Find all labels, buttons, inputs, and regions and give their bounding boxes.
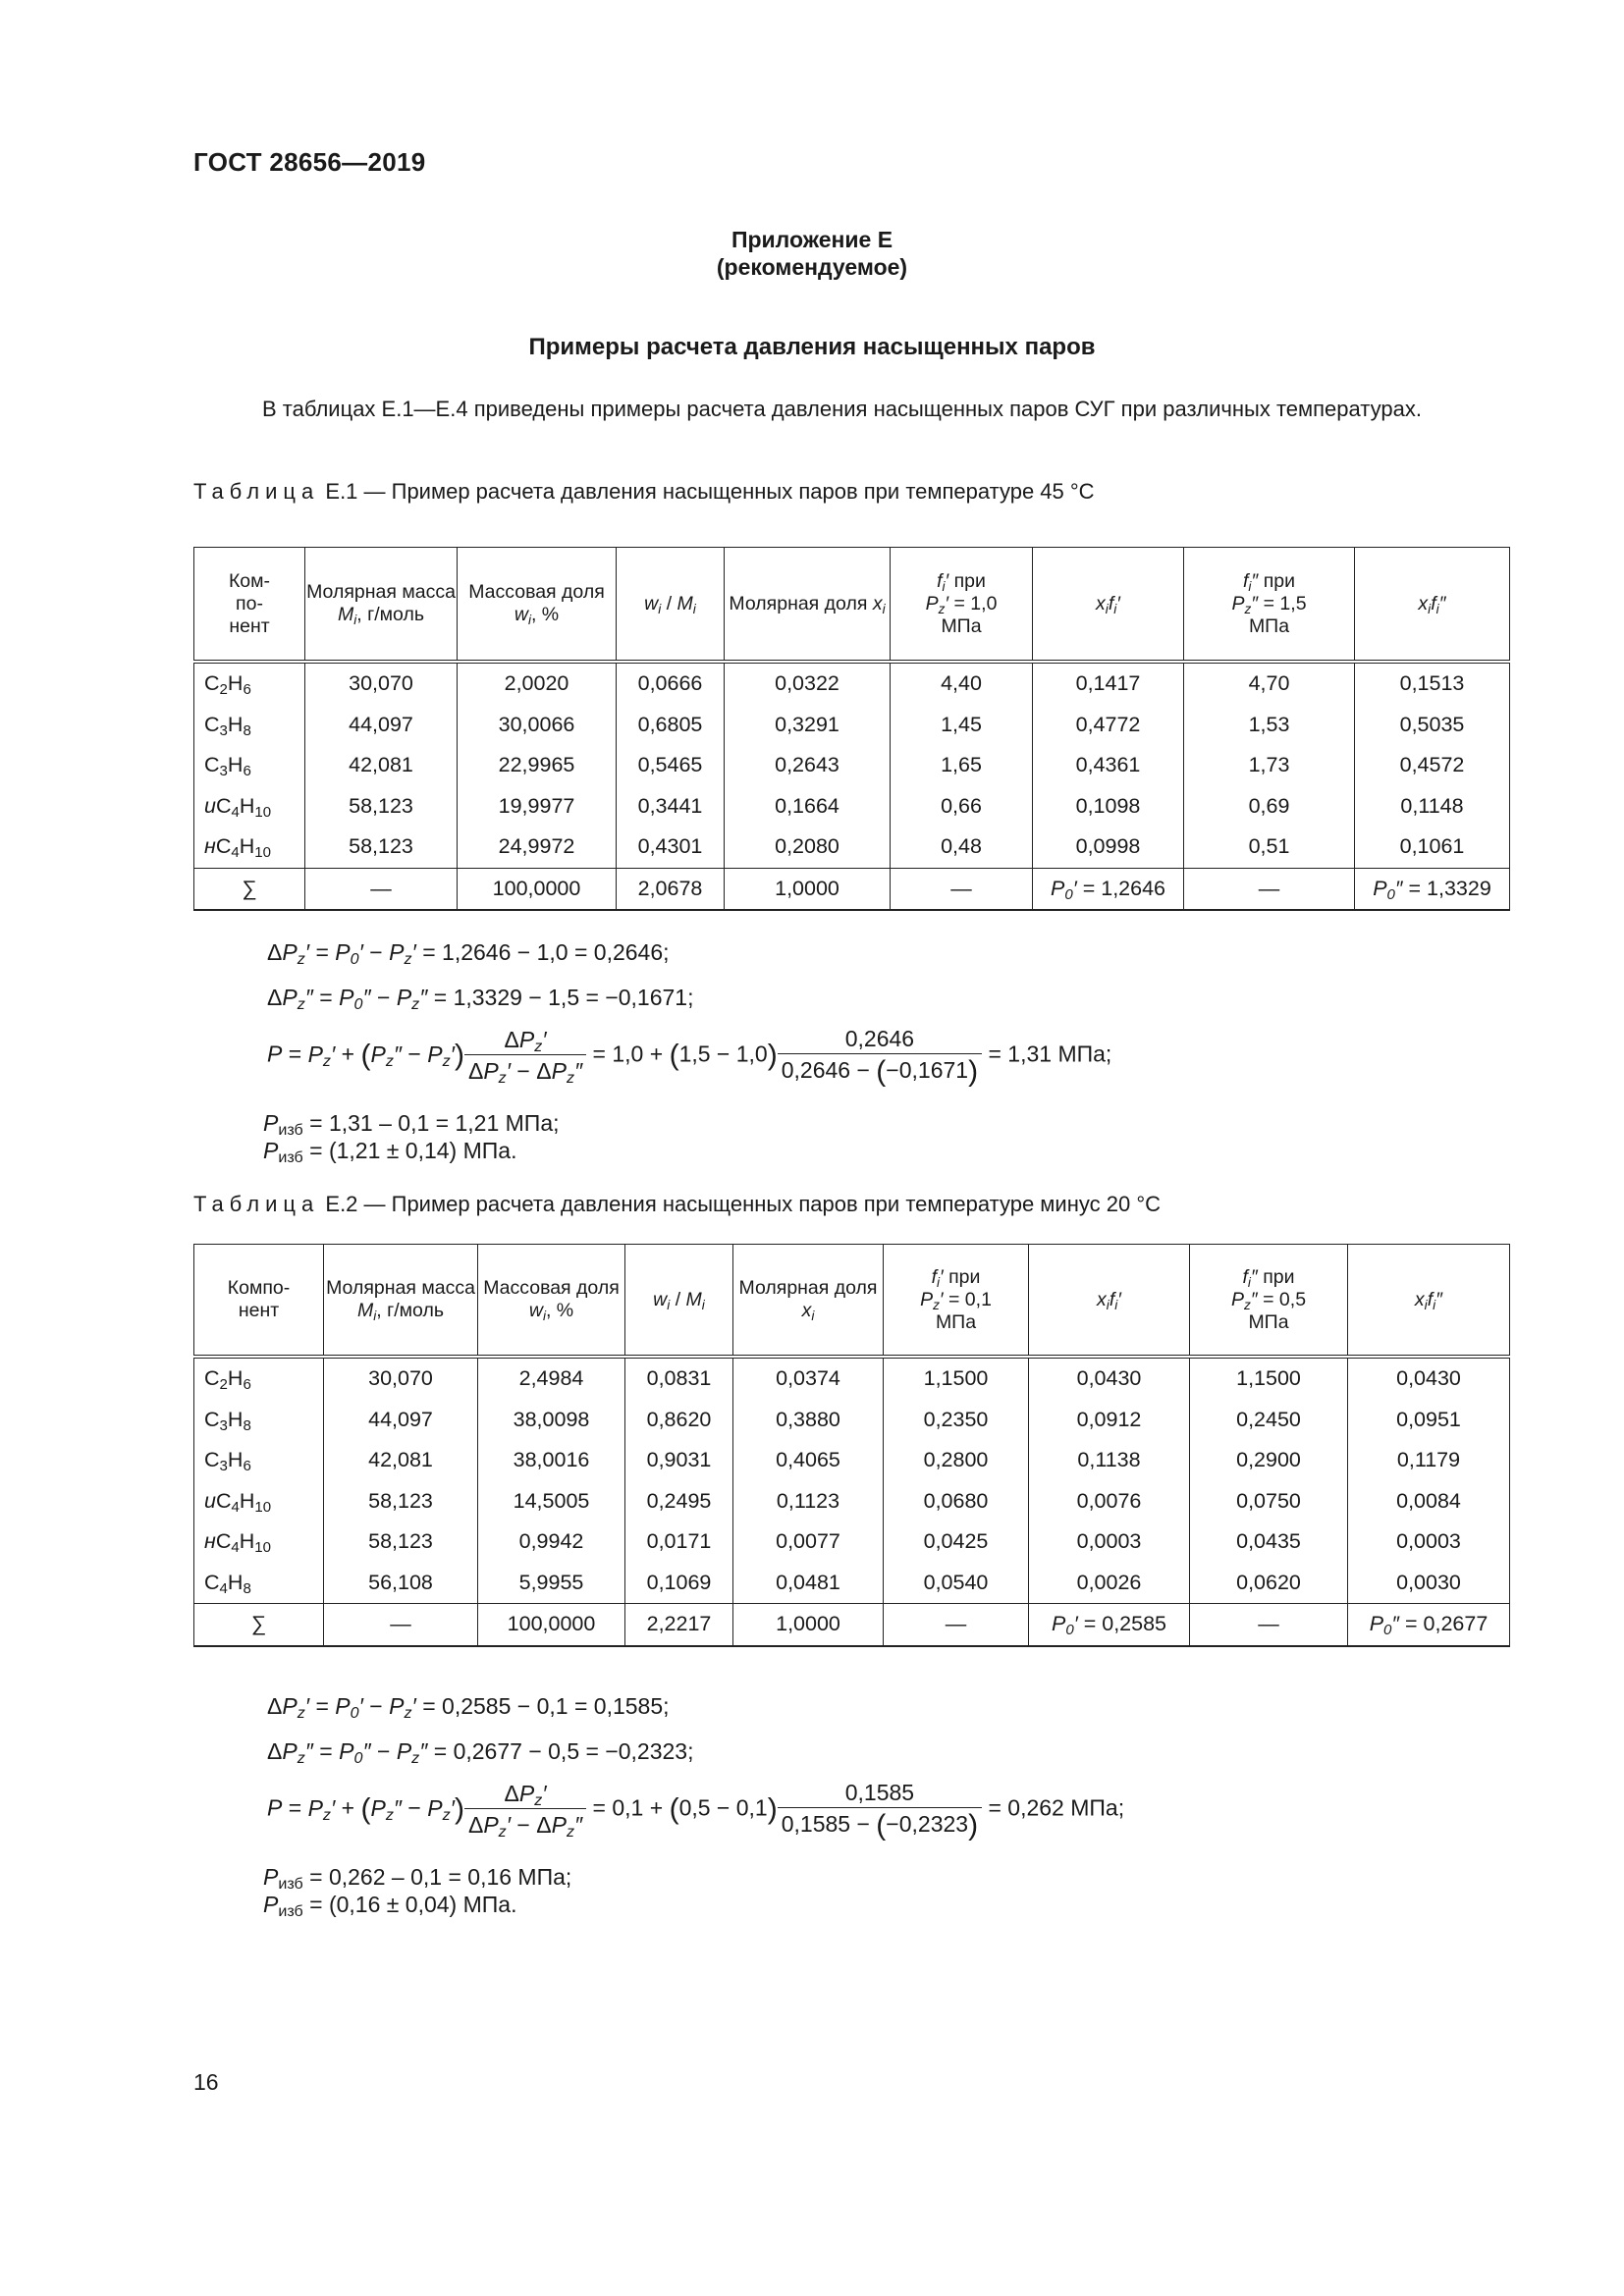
cell-component: $C_3H_6$ <box>194 745 305 786</box>
table-row <box>194 827 1510 868</box>
table-row <box>194 662 1510 705</box>
cell: 1,53 <box>1184 705 1355 746</box>
cell: 0,1417 <box>1033 662 1184 705</box>
cell-component: $иC_4H_{10}$ <box>194 786 305 828</box>
th-mass-share-a: Массовая доля <box>483 1277 620 1299</box>
cell: 1,1500 <box>1190 1357 1348 1400</box>
cell: 0,6805 <box>617 705 725 746</box>
cell-component: $иC_4H_{10}$ <box>194 1481 324 1522</box>
cell: 0,2495 <box>625 1481 733 1522</box>
cell: 0,2350 <box>884 1400 1029 1441</box>
cell: 1,1500 <box>884 1357 1029 1400</box>
cell: 0,2643 <box>725 745 891 786</box>
cell-component: $нC_4H_{10}$ <box>194 827 305 868</box>
cell: 58,123 <box>324 1481 478 1522</box>
th-mass-share: Массовая доля $w_i$, % <box>458 548 617 663</box>
cell: 0,0750 <box>1190 1481 1348 1522</box>
th-molar-share-text: Молярная доля <box>738 1277 878 1299</box>
calc1-line2: $\Delta P_z'' = P_0'' - P_z'' = 1,3329 - 1,5 = -0,1671$; <box>267 985 694 1013</box>
th-molar-mass-a: Молярная масса <box>306 581 456 603</box>
table-row <box>194 705 1510 746</box>
table2-header-row <box>194 1245 1510 1358</box>
cell: 0,0003 <box>1348 1522 1510 1563</box>
th-fi1-word: при <box>943 1265 981 1288</box>
cell: 2,0678 <box>617 868 725 910</box>
cell: 0,8620 <box>625 1400 733 1441</box>
cell: 1,73 <box>1184 745 1355 786</box>
calc1-izb2: $P_{изб} = (1,21 \pm 0,14)$ МПа. <box>263 1138 517 1166</box>
cell: — <box>1190 1604 1348 1646</box>
calc2-izb2: $P_{изб} = (0,16 \pm 0,04)$ МПа. <box>263 1892 517 1920</box>
cell: 22,9965 <box>458 745 617 786</box>
cell: 0,0076 <box>1029 1481 1190 1522</box>
cell: 0,0003 <box>1029 1522 1190 1563</box>
calc2-izb1: $P_{изб} = 0,262 - 0,1 = 0,16$ МПа; <box>263 1864 572 1893</box>
th-molar-mass-a: Молярная масса <box>326 1277 475 1299</box>
cell: 0,0481 <box>733 1563 884 1604</box>
section-title: Примеры расчета давления насыщенных паров <box>528 334 1096 360</box>
th-mass-share-b: , % <box>530 604 560 625</box>
cell: 0,3880 <box>733 1400 884 1441</box>
th-molar-mass-b: , г/моль <box>376 1300 444 1321</box>
cell: 0,1098 <box>1033 786 1184 828</box>
cell: 4,40 <box>891 662 1033 705</box>
table1 <box>193 547 1510 911</box>
cell: 44,097 <box>324 1400 478 1441</box>
cell: 0,4361 <box>1033 745 1184 786</box>
sum-symbol: ∑ <box>194 1604 324 1646</box>
cell: 0,4065 <box>733 1440 884 1481</box>
cell: 0,0912 <box>1029 1400 1190 1441</box>
cell: 0,0951 <box>1348 1400 1510 1441</box>
cell: 58,123 <box>305 827 458 868</box>
cell-component: $C_3H_6$ <box>194 1440 324 1481</box>
cell: — <box>884 1604 1029 1646</box>
cell: 0,2800 <box>884 1440 1029 1481</box>
intro-paragraph: В таблицах Е.1—Е.4 приведены примеры расчета давления насыщенных паров СУГ при различных температурах. <box>262 397 1422 421</box>
th-molar-share: Молярная доля $x_i$ <box>725 548 891 663</box>
cell: 0,3441 <box>617 786 725 828</box>
table2-caption-text: Е.2 — Пример расчета давления насыщенных паров при температуре минус 20 °С <box>325 1192 1161 1216</box>
th-fi1-cond: = 1,0 <box>948 592 998 614</box>
th-component-text: Ком- по- нент <box>228 569 271 637</box>
table2-sum-row <box>194 1604 1510 1646</box>
cell: 0,0620 <box>1190 1563 1348 1604</box>
cell: 14,5005 <box>478 1481 625 1522</box>
cell: 0,2450 <box>1190 1400 1348 1441</box>
cell: 56,108 <box>324 1563 478 1604</box>
cell: 0,1664 <box>725 786 891 828</box>
cell: 2,2217 <box>625 1604 733 1646</box>
th-fi2-unit: МПа <box>1248 614 1290 637</box>
table-row <box>194 1563 1510 1604</box>
table-row <box>194 1357 1510 1400</box>
cell: 0,2900 <box>1190 1440 1348 1481</box>
calc2-line1: $\Delta P_z' = P_0' - P_z' = 0,2585 - 0,1 = 0,1585$; <box>267 1693 670 1722</box>
table1-caption-label: Таблица <box>193 479 320 504</box>
cell: 0,1148 <box>1355 786 1510 828</box>
cell: 5,9955 <box>478 1563 625 1604</box>
th-w-over-m: $w_i / M_i$ <box>625 1245 733 1358</box>
cell: 0,9942 <box>478 1522 625 1563</box>
cell: 4,70 <box>1184 662 1355 705</box>
cell: 30,070 <box>324 1357 478 1400</box>
cell: 0,1061 <box>1355 827 1510 868</box>
th-fi2-word: при <box>1258 569 1296 592</box>
cell: 0,4572 <box>1355 745 1510 786</box>
table1-sum-row <box>194 868 1510 910</box>
calc2-line2: $\Delta P_z'' = P_0'' - P_z'' = 0,2677 - 0,5 = -0,2323$; <box>267 1738 694 1767</box>
th-fi1: $f_i'$ при $P_z' = 0,1$ МПа <box>884 1245 1029 1358</box>
table-row <box>194 1440 1510 1481</box>
cell: 100,0000 <box>458 868 617 910</box>
cell: 38,0016 <box>478 1440 625 1481</box>
calc1-izb1: $P_{изб} = 1,31 - 0,1 = 1,21$ МПа; <box>263 1110 560 1139</box>
th-molar-share-text: Молярная доля <box>729 592 873 614</box>
th-fi1-unit: МПа <box>941 614 982 637</box>
document-code: ГОСТ 28656—2019 <box>193 147 426 177</box>
calc1-line1: $\Delta P_z' = P_0' - P_z' = 1,2646 - 1,0 = 0,2646$; <box>267 939 670 968</box>
th-fi2-cond: = 1,5 <box>1258 592 1307 614</box>
calc1-formula: $P = P_z' + (P_z'' - P_z')$ $\frac{\Delta P_z'}{\Delta P_z' - \Delta P_z''}$ = 1,0 + (1,5 − 1,0) $\frac{0,2646}{0,2646 - (-0,1671)}$ = 1,31 МПа; <box>267 1026 1112 1088</box>
cell: 0,3291 <box>725 705 891 746</box>
cell: 0,0998 <box>1033 827 1184 868</box>
cell-component: $C_3H_8$ <box>194 1400 324 1441</box>
cell: 58,123 <box>324 1522 478 1563</box>
calc2-formula: $P = P_z' + (P_z'' - P_z')$ $\frac{\Delta P_z'}{\Delta P_z' - \Delta P_z''}$ = 0,1 + (0,5 − 0,1) $\frac{0,1585}{0,1585 - (-0,2323)}$ = 0,262 МПа; <box>267 1780 1125 1842</box>
th-molar-mass: Молярная масса $M_i$, г/моль <box>305 548 458 663</box>
th-mass-share-a: Массовая доля <box>468 581 605 603</box>
cell: 0,9031 <box>625 1440 733 1481</box>
th-molar-mass-b: , г/моль <box>356 604 424 625</box>
cell: 0,0322 <box>725 662 891 705</box>
cell: 30,0066 <box>458 705 617 746</box>
th-fi2-word: при <box>1257 1265 1295 1288</box>
th-fi1-word: при <box>948 569 986 592</box>
table2 <box>193 1244 1510 1647</box>
cell-component: $C_2H_6$ <box>194 662 305 705</box>
cell: 0,0026 <box>1029 1563 1190 1604</box>
th-xf1: $x_if_i'$ <box>1029 1245 1190 1358</box>
cell: 0,1123 <box>733 1481 884 1522</box>
cell: 42,081 <box>305 745 458 786</box>
cell: 0,0430 <box>1029 1357 1190 1400</box>
page-number: 16 <box>193 2069 219 2095</box>
cell: 0,0430 <box>1348 1357 1510 1400</box>
cell: 100,0000 <box>478 1604 625 1646</box>
cell: 0,0030 <box>1348 1563 1510 1604</box>
table1-caption <box>193 479 1095 505</box>
cell: 0,0540 <box>884 1563 1029 1604</box>
cell: 42,081 <box>324 1440 478 1481</box>
cell: 0,1138 <box>1029 1440 1190 1481</box>
cell: 0,0171 <box>625 1522 733 1563</box>
th-xf1: $x_if_i'$ <box>1033 548 1184 663</box>
cell: 2,4984 <box>478 1357 625 1400</box>
cell-component: $C_4H_8$ <box>194 1563 324 1604</box>
cell: — <box>1184 868 1355 910</box>
cell-p0-prime: $P_0' = 0,2585$ <box>1029 1604 1190 1646</box>
th-molar-share: Молярная доля $x_i$ <box>733 1245 884 1358</box>
cell: 1,0000 <box>725 868 891 910</box>
th-fi2-cond: = 0,5 <box>1257 1288 1307 1310</box>
th-component-text: Компо- нент <box>227 1277 291 1321</box>
cell: 0,0084 <box>1348 1481 1510 1522</box>
cell: 0,51 <box>1184 827 1355 868</box>
th-xf2: $x_if_i''$ <box>1355 548 1510 663</box>
cell: 0,0374 <box>733 1357 884 1400</box>
th-component <box>194 1245 324 1358</box>
table-row <box>194 786 1510 828</box>
cell: 38,0098 <box>478 1400 625 1441</box>
cell: 0,1069 <box>625 1563 733 1604</box>
cell: 0,5465 <box>617 745 725 786</box>
cell: 0,0666 <box>617 662 725 705</box>
cell: 0,0425 <box>884 1522 1029 1563</box>
table1-caption-text: Е.1 — Пример расчета давления насыщенных паров при температуре 45 °С <box>325 479 1095 504</box>
table2-caption <box>193 1192 1161 1217</box>
cell: 0,4772 <box>1033 705 1184 746</box>
cell: 0,2080 <box>725 827 891 868</box>
cell: 0,0077 <box>733 1522 884 1563</box>
cell-component: $C_2H_6$ <box>194 1357 324 1400</box>
cell: 1,0000 <box>733 1604 884 1646</box>
cell-p0-double-prime: $P_0'' = 1,3329$ <box>1355 868 1510 910</box>
cell: 0,5035 <box>1355 705 1510 746</box>
cell: 1,65 <box>891 745 1033 786</box>
table2-caption-label: Таблица <box>193 1192 320 1216</box>
appendix-title: Приложение Е <box>731 227 893 252</box>
cell: 24,9972 <box>458 827 617 868</box>
table-row <box>194 745 1510 786</box>
th-mass-share: Массовая доля $w_i$, % <box>478 1245 625 1358</box>
th-molar-mass: Молярная масса $M_i$, г/моль <box>324 1245 478 1358</box>
th-fi2-unit: МПа <box>1248 1310 1289 1333</box>
cell-component: $C_3H_8$ <box>194 705 305 746</box>
table-row <box>194 1400 1510 1441</box>
table-row <box>194 1522 1510 1563</box>
cell: 2,0020 <box>458 662 617 705</box>
cell: 0,0435 <box>1190 1522 1348 1563</box>
th-component <box>194 548 305 663</box>
cell: 0,0831 <box>625 1357 733 1400</box>
th-fi1-unit: МПа <box>935 1310 977 1333</box>
cell: 0,0680 <box>884 1481 1029 1522</box>
th-fi2: $f_i''$ при $P_z'' = 0,5$ МПа <box>1190 1245 1348 1358</box>
table-row <box>194 1481 1510 1522</box>
cell: 30,070 <box>305 662 458 705</box>
appendix-heading <box>0 226 1624 281</box>
th-xf2: $x_if_i''$ <box>1348 1245 1510 1358</box>
th-w-over-m: $w_i / M_i$ <box>617 548 725 663</box>
table1-header-row <box>194 548 1510 663</box>
cell: 0,66 <box>891 786 1033 828</box>
appendix-status: (рекомендуемое) <box>716 254 908 280</box>
th-fi2: $f_i''$ при $P_z'' = 1,5$ МПа <box>1184 548 1355 663</box>
cell: — <box>891 868 1033 910</box>
cell: — <box>324 1604 478 1646</box>
cell: 0,48 <box>891 827 1033 868</box>
cell: 0,1513 <box>1355 662 1510 705</box>
th-fi1: $f_i'$ при $P_z' = 1,0$ МПа <box>891 548 1033 663</box>
cell-p0-double-prime: $P_0'' = 0,2677$ <box>1348 1604 1510 1646</box>
th-mass-share-b: , % <box>545 1300 574 1321</box>
cell-p0-prime: $P_0' = 1,2646$ <box>1033 868 1184 910</box>
sum-symbol: ∑ <box>194 868 305 910</box>
cell: 0,69 <box>1184 786 1355 828</box>
th-fi1-cond: = 0,1 <box>943 1288 992 1310</box>
cell: 58,123 <box>305 786 458 828</box>
cell: 0,1179 <box>1348 1440 1510 1481</box>
cell-component: $нC_4H_{10}$ <box>194 1522 324 1563</box>
cell: 19,9977 <box>458 786 617 828</box>
cell: 1,45 <box>891 705 1033 746</box>
cell: — <box>305 868 458 910</box>
cell: 0,4301 <box>617 827 725 868</box>
cell: 44,097 <box>305 705 458 746</box>
